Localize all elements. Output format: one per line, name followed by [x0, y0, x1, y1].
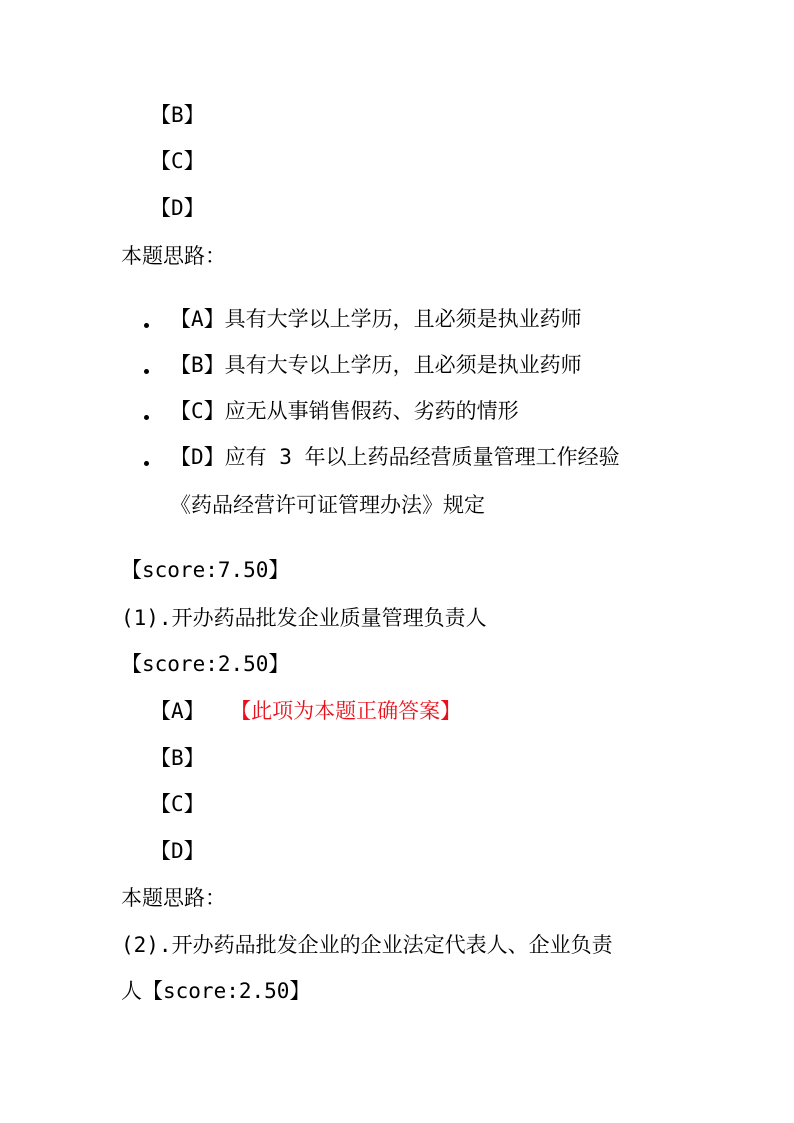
analysis-label: 本题思路： [121, 244, 226, 268]
q1-option-d: 【D】 [150, 839, 205, 863]
analysis-bullet: 【C】应无从事销售假药、劣药的情形 [170, 399, 519, 423]
analysis-reference: 《药品经营许可证管理办法》规定 [170, 493, 485, 517]
analysis-bullet: 【A】具有大学以上学历，且必须是执业药师 [170, 307, 582, 331]
bullet-dot [144, 415, 149, 420]
bullet-dot [144, 369, 149, 374]
question-2-stem: (2).开办药品批发企业的企业法定代表人、企业负责 [121, 933, 613, 957]
question-1-stem: (1).开办药品批发企业质量管理负责人 [121, 606, 487, 630]
q1-option-c: 【C】 [150, 792, 205, 816]
bullet-dot [144, 323, 149, 328]
option-b: 【B】 [150, 103, 205, 127]
bullet-dot [144, 461, 149, 466]
correct-answer-tag: 【此项为本题正确答案】 [240, 699, 462, 723]
q1-analysis-label: 本题思路： [121, 886, 226, 910]
group-score: 【score:7.50】 [121, 558, 290, 582]
q1-option-a [150, 697, 461, 725]
analysis-bullet: 【D】应有 3 年以上药品经营质量管理工作经验 [170, 445, 620, 469]
question-2-stem-continued: 人【score:2.50】 [121, 979, 311, 1003]
analysis-bullet: 【B】具有大专以上学历，且必须是执业药师 [170, 353, 582, 377]
question-1-score: 【score:2.50】 [121, 652, 290, 676]
option-c: 【C】 [150, 149, 205, 173]
option-d: 【D】 [150, 196, 205, 220]
option-label: 【A】 [150, 699, 205, 723]
q1-option-b: 【B】 [150, 746, 205, 770]
